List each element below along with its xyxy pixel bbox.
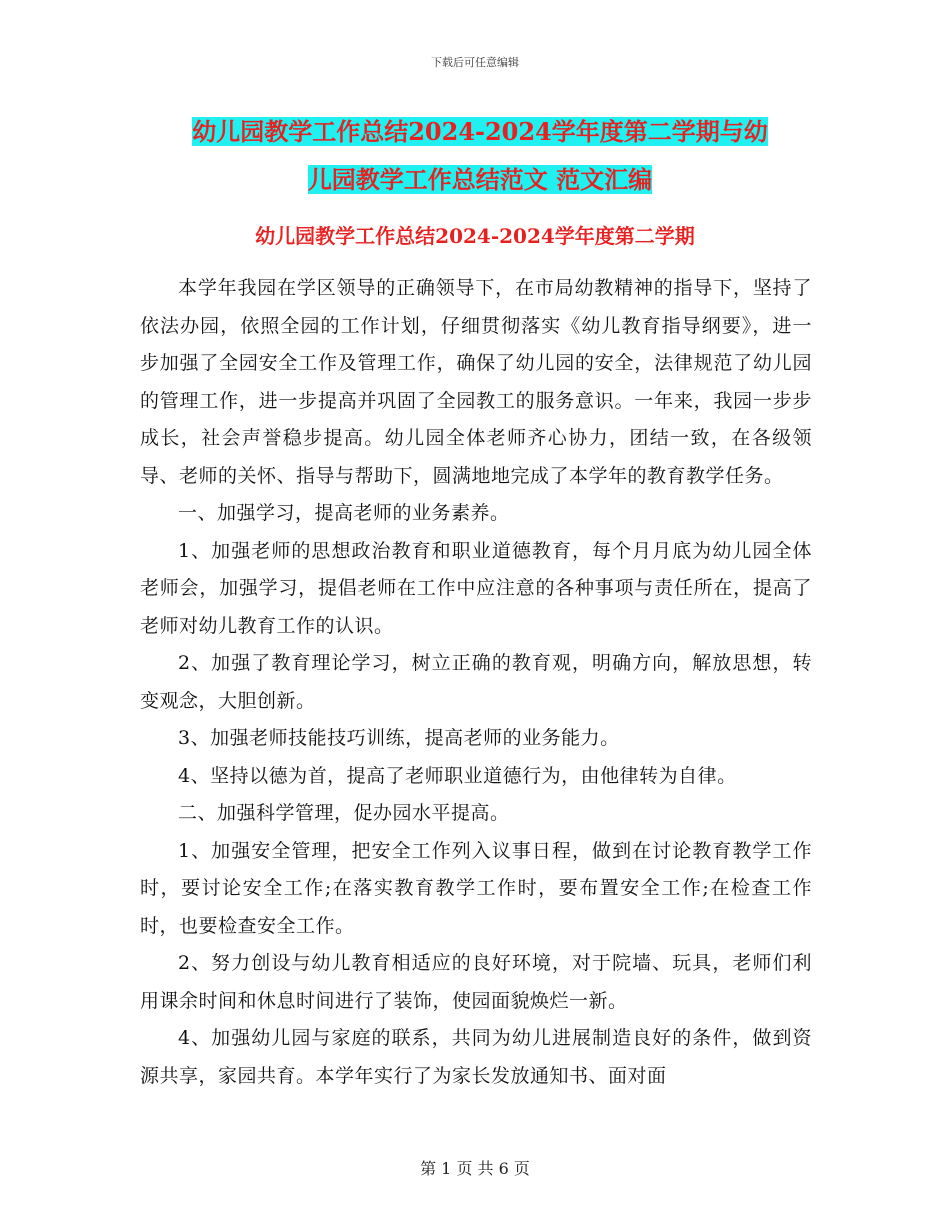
heading-strengthen-study: 一、加强学习，提高老师的业务素养。 [178,502,510,524]
header-note: 下载后可任意编辑 [431,56,519,69]
page-number: 第 1 页 共 6 页 [420,1159,530,1178]
paragraph-item: 4、坚持以德为首，提高了老师职业道德行为，由他律转为自律。 [178,764,737,787]
document-title-line-2: 儿园教学工作总结范文 范文汇编 [307,165,653,194]
heading-scientific-management: 二、加强科学管理，促办园水平提高。 [178,802,510,824]
paragraph-intro: 本学年我园在学区领导的正确领导下，在市局幼教精神的指导下，坚持了依法办园，依照全园的工作计划，仔细贯彻落实《幼儿教育指导纲要》，进一步加强了全园安全工作及管理工作，确保了幼儿园的安全，法律规范了幼儿园的管理工作，进一步提高并巩固了全园教工的服务意识。一年来，我园一步步成长，社会声誉稳步提高。幼儿园全体老师齐心协力，团结一致，在各级领导、老师的关怀、指导与帮助下，圆满地地完成了本学年的教育教学任务。 [140,277,812,487]
paragraph-item: 4、加强幼儿园与家庭的联系，共同为幼儿进展制造良好的条件，做到资源共享，家园共育。本学年实行了为家长发放通知书、面对面 [140,1027,812,1087]
document-title [140,108,820,204]
paragraph-item: 1、加强安全管理，把安全工作列入议事日程，做到在讨论教育教学工作时，要讨论安全工作;在落实教育教学工作时，要布置安全工作;在检查工作时，也要检查安全工作。 [140,839,812,937]
document-body [140,270,812,1095]
paragraph-item: 1、加强老师的思想政治教育和职业道德教育，每个月月底为幼儿园全体老师会，加强学习，提倡老师在工作中应注意的各种事项与责任所在，提高了老师对幼儿教育工作的认识。 [140,539,812,637]
document-title-line-1: 幼儿园教学工作总结2024-2024学年度第二学期与幼 [192,117,768,146]
section-title: 幼儿园教学工作总结2024-2024学年度第二学期 [255,224,695,248]
paragraph-item: 2、努力创设与幼儿教育相适应的良好环境，对于院墙、玩具，老师们利用课余时间和休息时间进行了装饰，使园面貌焕烂一新。 [140,952,812,1012]
paragraph-item: 3、加强老师技能技巧训练，提高老师的业务能力。 [178,727,620,749]
paragraph-item: 2、加强了教育理论学习，树立正确的教育观，明确方向，解放思想，转变观念，大胆创新。 [140,652,812,712]
